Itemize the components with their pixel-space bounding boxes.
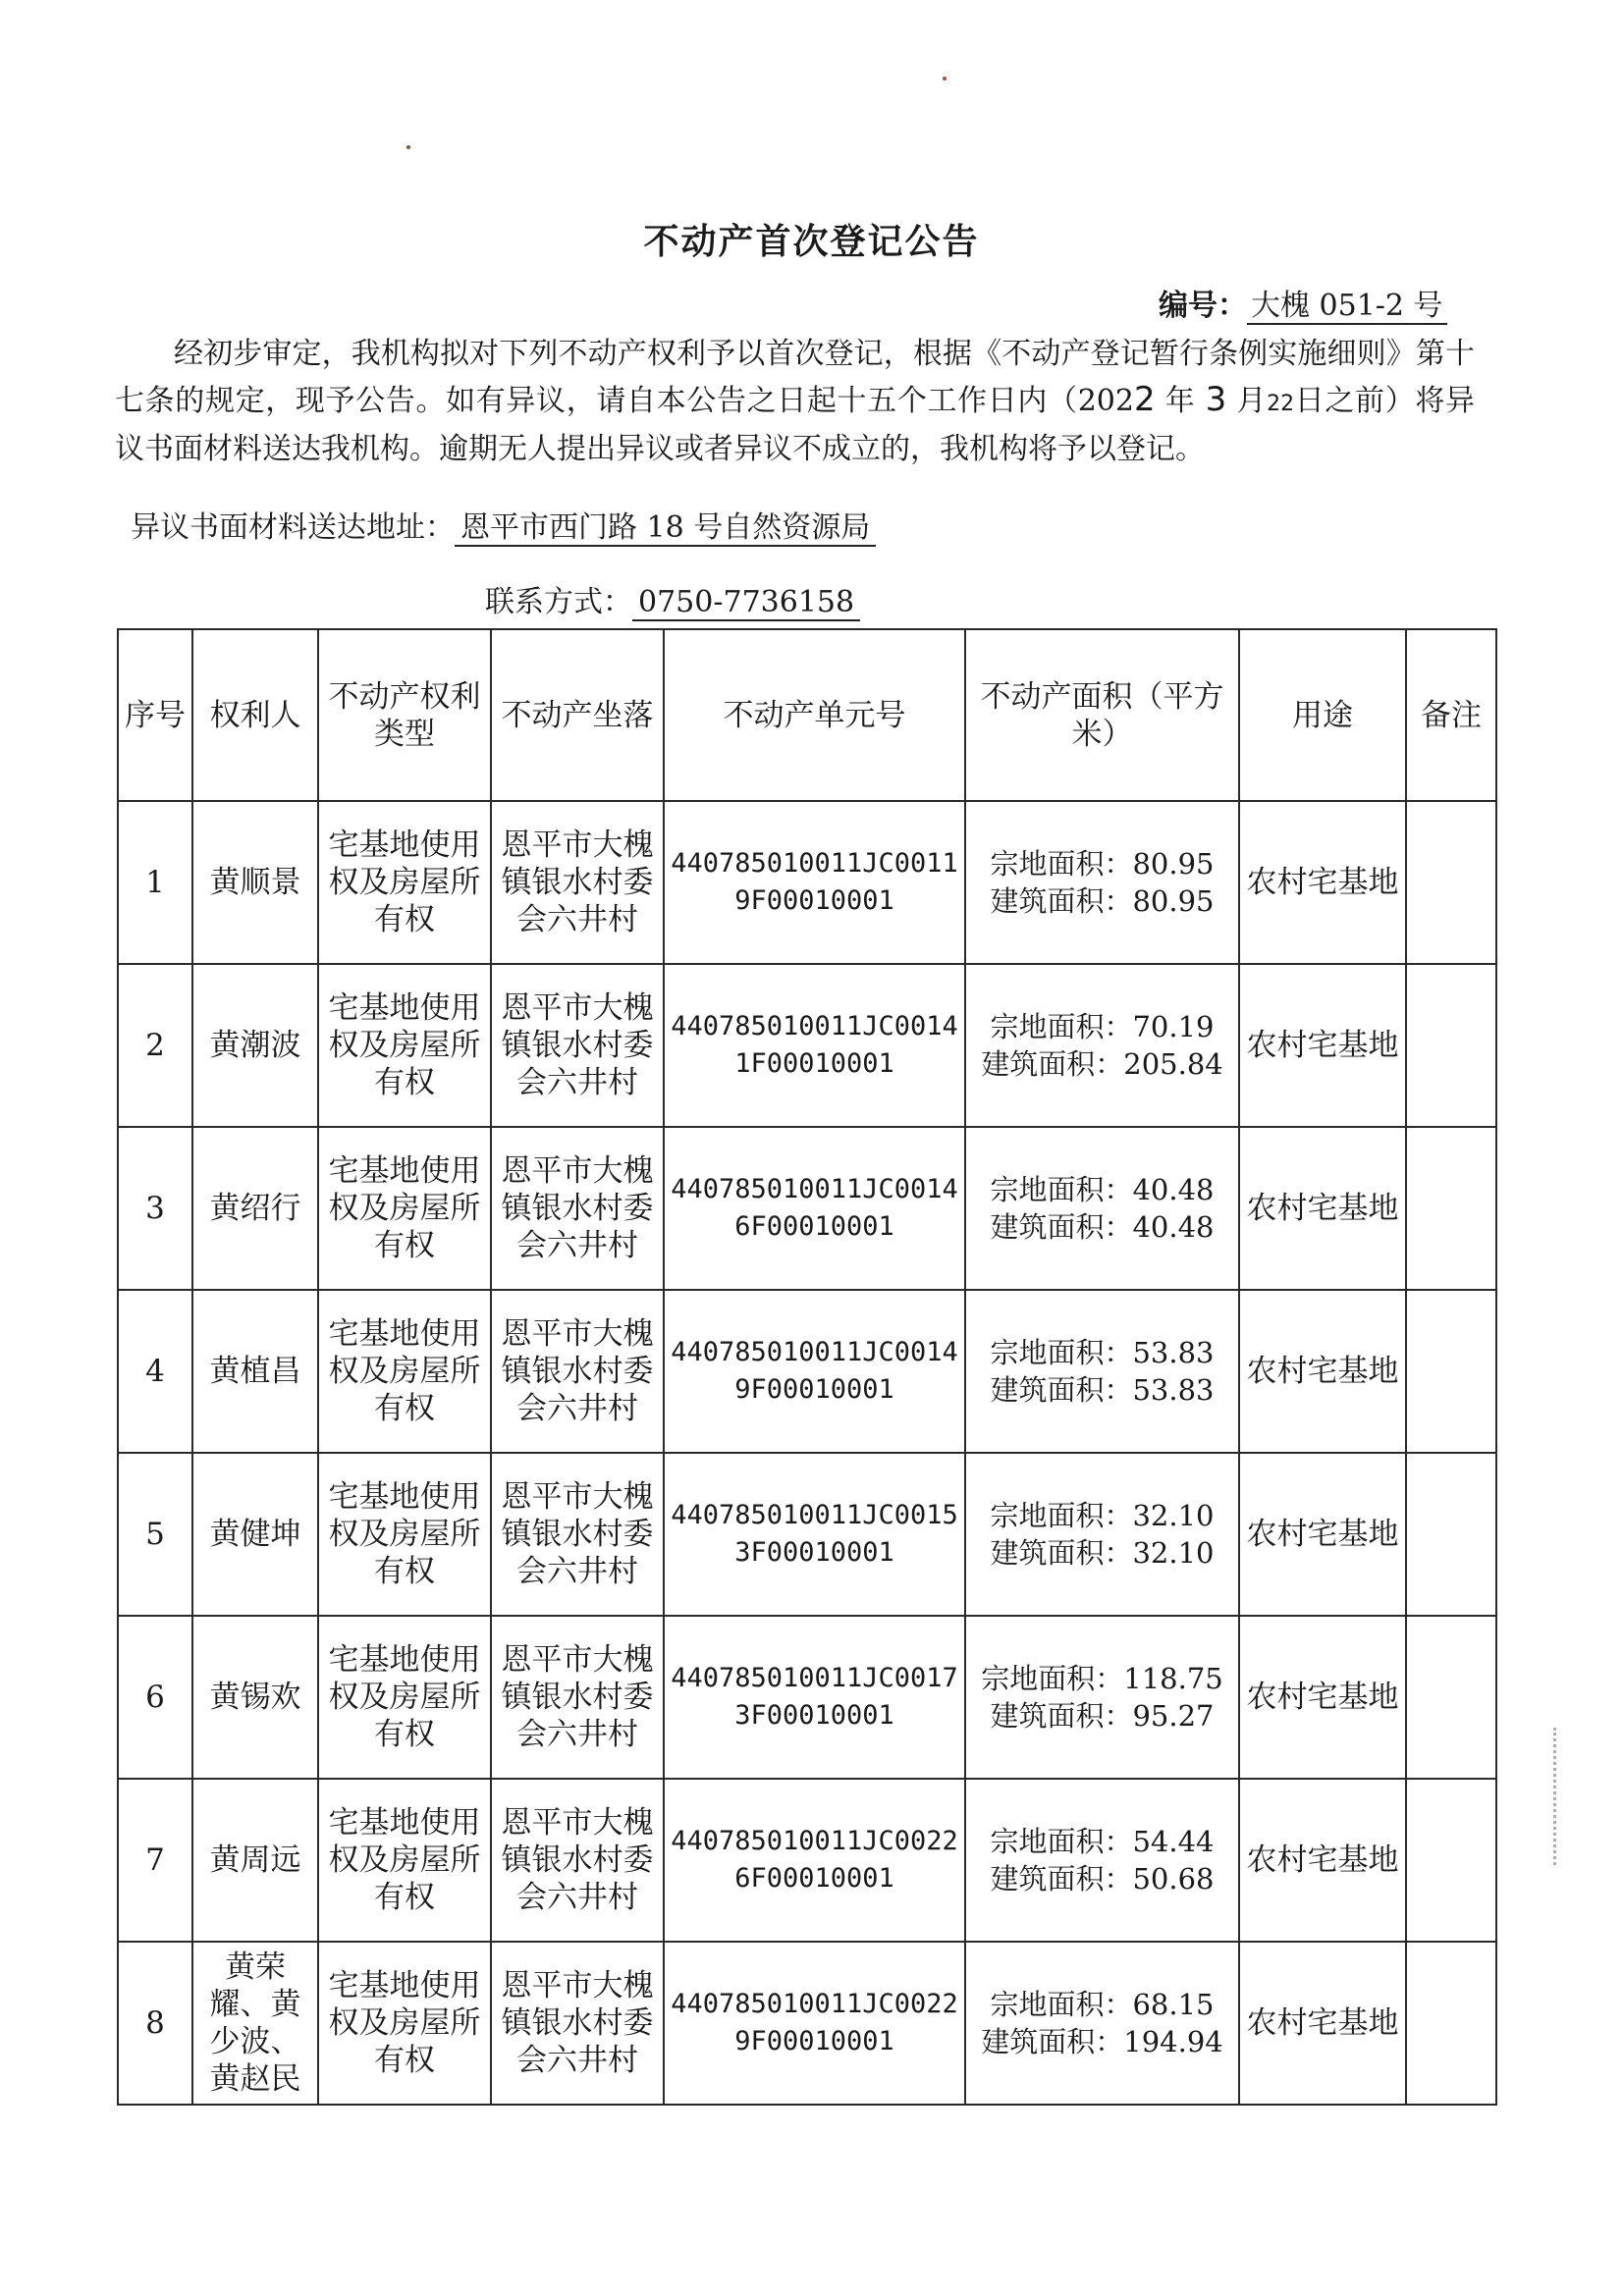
land-area-value: 宗地面积：40.48 (990, 1173, 1215, 1206)
table-row (118, 964, 1496, 1127)
land-area-value: 宗地面积：80.95 (990, 847, 1215, 881)
cell-holder: 黄潮波 (192, 964, 318, 1127)
cell-area (965, 1127, 1239, 1290)
cell-right-type: 宅基地使用权及房屋所有权 (318, 1127, 491, 1290)
cell-right-type: 宅基地使用权及房屋所有权 (318, 1942, 491, 2105)
cell-location: 恩平市大槐镇银水村委会六井村 (491, 1942, 664, 2105)
land-area-value: 宗地面积：53.83 (990, 1336, 1215, 1369)
cell-seq: 3 (118, 1127, 192, 1290)
cell-location: 恩平市大槐镇银水村委会六井村 (491, 1127, 664, 1290)
building-area-value: 建筑面积：80.95 (990, 884, 1215, 918)
cell-area (965, 1453, 1239, 1616)
cell-seq: 1 (118, 801, 192, 964)
cell-holder: 黄植昌 (192, 1290, 318, 1453)
cell-location: 恩平市大槐镇银水村委会六井村 (491, 801, 664, 964)
cell-remark (1406, 1290, 1496, 1453)
header-location: 不动产坐落 (491, 629, 664, 801)
cell-remark (1406, 1616, 1496, 1779)
cell-remark (1406, 1453, 1496, 1616)
table-row (118, 801, 1496, 964)
building-area-value: 建筑面积：53.83 (990, 1373, 1215, 1407)
cell-usage: 农村宅基地 (1239, 1127, 1406, 1290)
cell-unit-no: 440785010011JC00146F00010001 (664, 1127, 965, 1290)
cell-area (965, 1779, 1239, 1942)
cell-usage: 农村宅基地 (1239, 1616, 1406, 1779)
intro-text-part1: 经初步审定，我机构拟对下列不动产权利予以首次登记，根据《不动产登记暂行条例实施细则》第十七条的规定，现予公告。如有异议，请自本公告之日起十五个工作日内（202 (115, 337, 1475, 418)
cell-area (965, 1616, 1239, 1779)
scan-speck (406, 145, 410, 149)
registration-table (117, 628, 1497, 2106)
table-row (118, 1127, 1496, 1290)
header-area: 不动产面积（平方米） (965, 629, 1239, 801)
reference-label: 编号： (1159, 289, 1247, 323)
intro-month-unit: 月 (1226, 384, 1268, 418)
reference-number (1159, 281, 1447, 324)
header-seq: 序号 (118, 629, 192, 801)
cell-usage: 农村宅基地 (1239, 801, 1406, 964)
cell-unit-no: 440785010011JC00153F00010001 (664, 1453, 965, 1616)
building-area-value: 建筑面积：40.48 (990, 1210, 1215, 1244)
cell-unit-no: 440785010011JC00229F00010001 (664, 1942, 965, 2105)
seal-edge-mark (1553, 1728, 1570, 1865)
cell-usage: 农村宅基地 (1239, 964, 1406, 1127)
cell-right-type: 宅基地使用权及房屋所有权 (318, 1453, 491, 1616)
page-title: 不动产首次登记公告 (643, 222, 980, 262)
cell-right-type: 宅基地使用权及房屋所有权 (318, 964, 491, 1127)
cell-location: 恩平市大槐镇银水村委会六井村 (491, 1616, 664, 1779)
cell-unit-no: 440785010011JC00149F00010001 (664, 1290, 965, 1453)
building-area-value: 建筑面积：32.10 (990, 1536, 1215, 1570)
table-body (118, 801, 1496, 2105)
cell-holder: 黄荣耀、黄少波、黄赵民 (192, 1942, 318, 2105)
table-row (118, 1290, 1496, 1453)
building-area-value: 建筑面积：205.84 (981, 1047, 1223, 1081)
cell-unit-no: 440785010011JC00173F00010001 (664, 1616, 965, 1779)
address-label: 异议书面材料送达地址： (131, 510, 455, 545)
cell-remark (1406, 801, 1496, 964)
intro-paragraph (115, 332, 1475, 472)
cell-right-type: 宅基地使用权及房屋所有权 (318, 801, 491, 964)
cell-usage: 农村宅基地 (1239, 1942, 1406, 2105)
table-row (118, 1942, 1496, 2105)
land-area-value: 宗地面积：32.10 (990, 1499, 1215, 1532)
building-area-value: 建筑面积：50.68 (990, 1862, 1215, 1896)
cell-usage: 农村宅基地 (1239, 1290, 1406, 1453)
contact-info (485, 577, 860, 620)
cell-area (965, 1290, 1239, 1453)
contact-value: 0750-7736158 (632, 585, 860, 621)
header-holder: 权利人 (192, 629, 318, 801)
table-row (118, 1779, 1496, 1942)
building-area-value: 建筑面积：194.94 (981, 2025, 1223, 2058)
cell-location: 恩平市大槐镇银水村委会六井村 (491, 1453, 664, 1616)
objection-address (131, 503, 876, 546)
land-area-value: 宗地面积：118.75 (981, 1662, 1223, 1695)
intro-year-unit: 年 (1155, 384, 1206, 418)
cell-usage: 农村宅基地 (1239, 1453, 1406, 1616)
cell-location: 恩平市大槐镇银水村委会六井村 (491, 1290, 664, 1453)
building-area-value: 建筑面积：95.27 (990, 1699, 1215, 1733)
intro-text-part2: 日之前）将异议书面材料送达我机构。逾期无人提出异议或者异议不成立的，我机构将予以登记。 (115, 384, 1475, 466)
table-row (118, 1616, 1496, 1779)
cell-unit-no: 440785010011JC00141F00010001 (664, 964, 965, 1127)
cell-seq: 4 (118, 1290, 192, 1453)
cell-right-type: 宅基地使用权及房屋所有权 (318, 1779, 491, 1942)
cell-right-type: 宅基地使用权及房屋所有权 (318, 1616, 491, 1779)
cell-seq: 7 (118, 1779, 192, 1942)
land-area-value: 宗地面积：54.44 (990, 1825, 1215, 1858)
handwritten-month: 3 (1205, 380, 1227, 419)
header-remark: 备注 (1406, 629, 1496, 801)
cell-seq: 2 (118, 964, 192, 1127)
cell-holder: 黄健坤 (192, 1453, 318, 1616)
land-area-value: 宗地面积：68.15 (990, 1988, 1215, 2021)
cell-holder: 黄绍行 (192, 1127, 318, 1290)
cell-area (965, 801, 1239, 964)
cell-location: 恩平市大槐镇银水村委会六井村 (491, 964, 664, 1127)
cell-usage: 农村宅基地 (1239, 1779, 1406, 1942)
cell-seq: 5 (118, 1453, 192, 1616)
header-usage: 用途 (1239, 629, 1406, 801)
header-right-type: 不动产权利类型 (318, 629, 491, 801)
table-row (118, 1453, 1496, 1616)
cell-holder: 黄周远 (192, 1779, 318, 1942)
cell-remark (1406, 1942, 1496, 2105)
cell-seq: 8 (118, 1942, 192, 2105)
cell-area (965, 964, 1239, 1127)
scan-speck (943, 77, 947, 80)
cell-remark (1406, 1779, 1496, 1942)
header-unit-no: 不动产单元号 (664, 629, 965, 801)
handwritten-year-digit: 2 (1133, 380, 1156, 419)
cell-remark (1406, 964, 1496, 1127)
cell-holder: 黄锡欢 (192, 1616, 318, 1779)
cell-seq: 6 (118, 1616, 192, 1779)
contact-label: 联系方式： (485, 585, 632, 619)
address-value: 恩平市西门路 18 号自然资源局 (455, 510, 876, 547)
handwritten-day: 22 (1267, 392, 1295, 416)
cell-right-type: 宅基地使用权及房屋所有权 (318, 1290, 491, 1453)
cell-unit-no: 440785010011JC00226F00010001 (664, 1779, 965, 1942)
cell-unit-no: 440785010011JC00119F00010001 (664, 801, 965, 964)
cell-area (965, 1942, 1239, 2105)
table-header-row (118, 629, 1496, 801)
cell-holder: 黄顺景 (192, 801, 318, 964)
cell-remark (1406, 1127, 1496, 1290)
land-area-value: 宗地面积：70.19 (990, 1010, 1215, 1043)
reference-value: 大槐 051-2 号 (1247, 289, 1447, 325)
cell-location: 恩平市大槐镇银水村委会六井村 (491, 1779, 664, 1942)
